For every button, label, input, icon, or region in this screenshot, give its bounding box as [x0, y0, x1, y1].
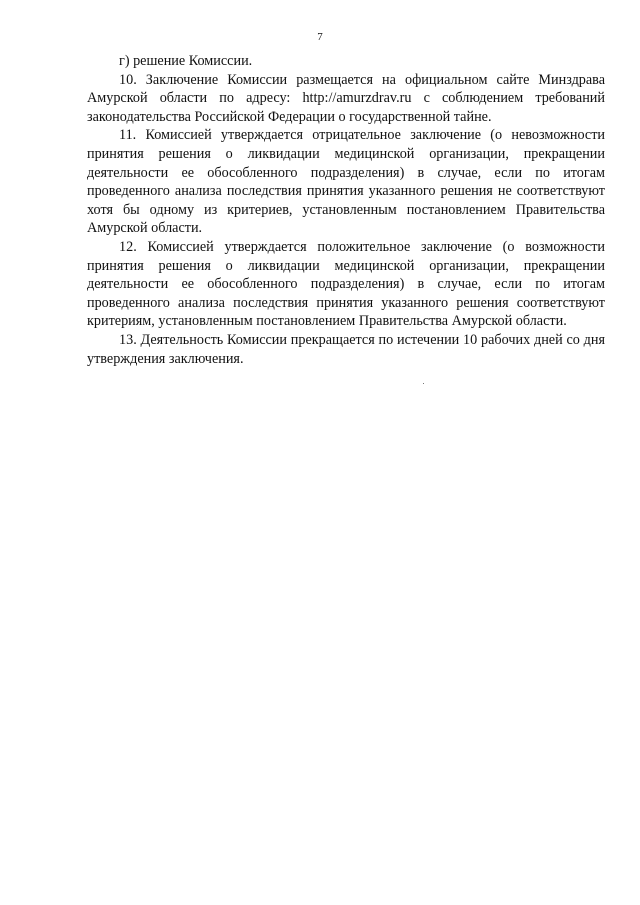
paragraph-11: 11. Комиссией утверждается отрицательное заключение (о невозможности принятия решения о ликвидации медицинской организации, прекращении деятельности ее обособленного подразделения) в случае, если по итогам проведенного анализа последствия принятия указанного решения не соответствуют хотя бы одному из критериев, установленным постановлением Правительства Амурской области.: [87, 127, 605, 237]
page-number: 7: [317, 31, 323, 43]
document-body: [87, 52, 605, 368]
paragraph-13: 13. Деятельность Комиссии прекращается по истечении 10 рабочих дней со дня утверждения заключения.: [87, 331, 605, 367]
scan-speck: [423, 383, 424, 384]
paragraph-12: 12. Комиссией утверждается положительное заключение (о возможности принятия решения о ликвидации медицинской организации, прекращении деятельности ее обособленного подразделения) в случае, если по итогам проведенного анализа последствия принятия указанного решения соответствуют критериям, установленным постановлением Правительства Амурской области.: [87, 238, 605, 330]
paragraph-item-g: г) решение Комиссии.: [119, 53, 253, 69]
paragraph-10: 10. Заключение Комиссии размещается на официальном сайте Минздрава Амурской области по адресу: http://amurzdrav.ru с соблюдением требований законодательства Российской Федерации о государственной тайне.: [87, 71, 605, 125]
